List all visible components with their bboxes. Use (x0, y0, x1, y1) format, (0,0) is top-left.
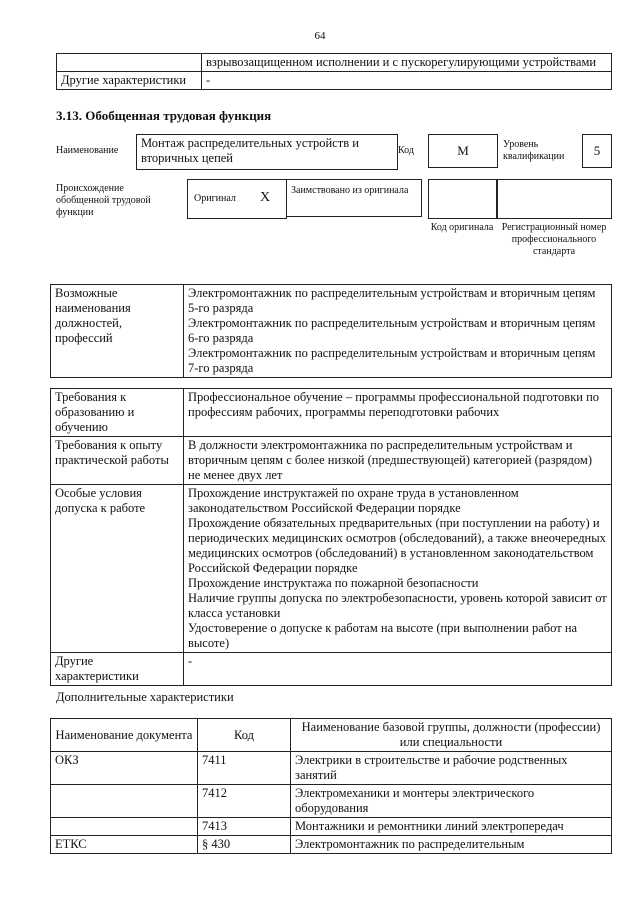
requirement-label: Особые условия допуска к работе (51, 485, 184, 653)
prev-other-label: Другие характеристики (57, 72, 202, 90)
name-label: Наименование (56, 145, 119, 156)
level-value: 5 (582, 134, 612, 168)
requirements-table (50, 388, 612, 686)
requirement-value: Профессиональное обучение – программы профессиональной подготовки по профессиям рабочих, программы переподготовки рабочих (184, 389, 612, 437)
name-cell: Электромеханики и монтеры электрического оборудования (291, 785, 612, 818)
code-cell: 7413 (198, 818, 291, 836)
name-cell: Электромонтажник по распределительным (291, 836, 612, 854)
table-row (51, 752, 612, 785)
code-cell: § 430 (198, 836, 291, 854)
additional-title: Дополнительные характеристики (56, 690, 234, 704)
header-code: Код (198, 719, 291, 752)
original-mark: X (260, 190, 271, 205)
origin-label: Происхождение обобщенной трудовой функции (56, 183, 151, 218)
positions-table (50, 284, 612, 378)
table-row (51, 653, 612, 686)
table-row (51, 785, 612, 818)
positions-value: Электромонтажник по распределительным устройствам и вторичным цепям 5-го разряда Электромонтажник по распределительным устройствам и вторичным цепям 6-го разряда Электромонтажник по распределительным устройствам и вторичным цепям 7-го разряда (184, 285, 612, 378)
requirement-label: Другие характеристики (51, 653, 184, 686)
table-row (51, 836, 612, 854)
borrowed-box: Заимствовано из оригинала (286, 179, 422, 217)
original-box (187, 179, 287, 219)
code-cell: 7412 (198, 785, 291, 818)
requirement-label: Требования к опыту практической работы (51, 437, 184, 485)
name-value: Монтаж распределительных устройств и вторичных цепей (136, 134, 398, 170)
prev-empty-cell (57, 54, 202, 72)
doc-cell: ЕТКС (51, 836, 198, 854)
doc-cell: ОКЗ (51, 752, 198, 785)
header-name: Наименование базовой группы, должности (профессии) или специальности (291, 719, 612, 752)
header-document: Наименование документа (51, 719, 198, 752)
original-code-box (428, 179, 498, 219)
table-row (51, 485, 612, 653)
code-value: M (428, 134, 498, 168)
additional-table (50, 718, 612, 854)
requirement-value: Прохождение инструктажей по охране труда в установленном законодательством Российской Федерации порядке Прохождение обязательных предварительных (при поступлении на работу) и периодических медицинских осмотров (обследований), а также внеочередных медицинских осмотров (обследований) в установленном законодательством Российской Федерации порядке Прохождение инструктажа по пожарной безопасности Наличие группы допуска по электробезопасности, уровень которой зависит от класса установки Удостоверение о допуске к работам на высоте (при выполнении работ на высоте) (184, 485, 612, 653)
table-header-row (51, 719, 612, 752)
table-row (51, 389, 612, 437)
prev-other-value: - (202, 72, 612, 90)
code-label: Код (398, 145, 414, 156)
prev-continuation-text: взрывозащищенном исполнении и с пускорегулирующими устройствами (202, 54, 612, 72)
positions-label: Возможные наименования должностей, профессий (51, 285, 184, 378)
reg-number-box (496, 179, 612, 219)
code-cell: 7411 (198, 752, 291, 785)
code-original-caption: Код оригинала (430, 222, 494, 233)
table-row (51, 818, 612, 836)
doc-cell (51, 818, 198, 836)
table-row (51, 437, 612, 485)
section-title: 3.13. Обобщенная трудовая функция (56, 108, 272, 123)
requirement-value: В должности электромонтажника по распределительным устройствам и вторичным цепям с более низкой (предшествующей) категорией (разрядом) не менее двух лет (184, 437, 612, 485)
requirement-value: - (184, 653, 612, 686)
name-cell: Монтажники и ремонтники линий электропередач (291, 818, 612, 836)
previous-table (56, 53, 612, 90)
reg-number-caption: Регистрационный номер профессионального стандарта (501, 222, 607, 257)
name-cell: Электрики в строительстве и рабочие родственных занятий (291, 752, 612, 785)
level-label: Уровень квалификации (503, 139, 565, 162)
requirement-label: Требования к образованию и обучению (51, 389, 184, 437)
doc-cell (51, 785, 198, 818)
page-number: 64 (314, 30, 326, 42)
original-label: Оригинал (194, 193, 236, 204)
